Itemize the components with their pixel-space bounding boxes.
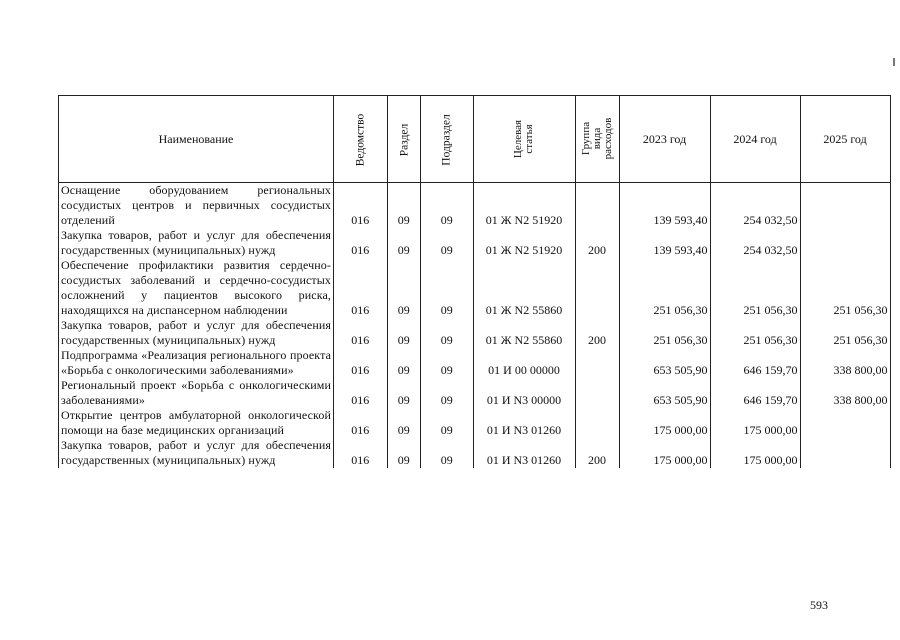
header-2023: 2023 год (619, 96, 710, 183)
row-target-article: 01 И N3 01260 (473, 438, 575, 468)
row-subsection: 09 (421, 228, 473, 258)
row-amount-2023: 653 505,90 (619, 378, 710, 408)
row-amount-2024: 254 032,50 (710, 228, 800, 258)
row-subsection: 09 (421, 438, 473, 468)
row-name: Региональный проект «Борьба с онкологическими заболеваниями» (59, 378, 334, 408)
row-department: 016 (334, 438, 388, 468)
row-section: 09 (387, 258, 421, 318)
row-amount-2024: 646 159,70 (710, 378, 800, 408)
row-expense-group (575, 348, 619, 378)
row-subsection: 09 (421, 348, 473, 378)
header-2024: 2024 год (710, 96, 800, 183)
row-name: Закупка товаров, работ и услуг для обеспечения государственных (муниципальных) нужд (59, 228, 334, 258)
row-department: 016 (334, 408, 388, 438)
row-amount-2023: 251 056,30 (619, 258, 710, 318)
row-section: 09 (387, 438, 421, 468)
row-section: 09 (387, 228, 421, 258)
row-amount-2024: 646 159,70 (710, 348, 800, 378)
row-target-article: 01 Ж N2 51920 (473, 228, 575, 258)
row-department: 016 (334, 183, 388, 229)
header-department: Ведомство (334, 96, 388, 183)
row-amount-2025 (800, 438, 890, 468)
row-amount-2023: 251 056,30 (619, 318, 710, 348)
row-name: Закупка товаров, работ и услуг для обеспечения государственных (муниципальных) нужд (59, 438, 334, 468)
row-section: 09 (387, 348, 421, 378)
table-row (59, 318, 891, 348)
row-subsection: 09 (421, 408, 473, 438)
table-header-row (59, 96, 891, 183)
row-department: 016 (334, 228, 388, 258)
row-amount-2025: 251 056,30 (800, 258, 890, 318)
row-amount-2025: 251 056,30 (800, 318, 890, 348)
row-target-article: 01 И 00 00000 (473, 348, 575, 378)
page-number: 593 (810, 598, 828, 612)
header-2025: 2025 год (800, 96, 890, 183)
row-department: 016 (334, 378, 388, 408)
row-expense-group (575, 258, 619, 318)
row-section: 09 (387, 378, 421, 408)
table-row (59, 378, 891, 408)
row-department: 016 (334, 348, 388, 378)
row-target-article: 01 И N3 00000 (473, 378, 575, 408)
row-expense-group (575, 378, 619, 408)
row-name: Обеспечение профилактики развития сердечно-сосудистых заболеваний и сердечно-сосудистых осложнений у пациентов высокого риска, находящихся на диспансерном наблюдении (59, 258, 334, 318)
row-expense-group: 200 (575, 318, 619, 348)
table-row (59, 183, 891, 229)
table-row (59, 258, 891, 318)
row-target-article: 01 Ж N2 51920 (473, 183, 575, 229)
row-expense-group (575, 408, 619, 438)
row-amount-2024: 254 032,50 (710, 183, 800, 229)
row-amount-2025: 338 800,00 (800, 378, 890, 408)
row-amount-2024: 251 056,30 (710, 258, 800, 318)
row-amount-2025 (800, 408, 890, 438)
header-name: Наименование (59, 96, 334, 183)
row-target-article: 01 И N3 01260 (473, 408, 575, 438)
table-body (59, 183, 891, 469)
row-section: 09 (387, 408, 421, 438)
row-amount-2023: 175 000,00 (619, 438, 710, 468)
row-target-article: 01 Ж N2 55860 (473, 258, 575, 318)
header-target-article: Целевая статья (473, 96, 575, 183)
row-section: 09 (387, 318, 421, 348)
row-amount-2025 (800, 228, 890, 258)
table-row (59, 348, 891, 378)
row-amount-2023: 653 505,90 (619, 348, 710, 378)
table-row (59, 438, 891, 468)
row-expense-group: 200 (575, 438, 619, 468)
row-section: 09 (387, 183, 421, 229)
header-expense-group: Группа вида расходов (575, 96, 619, 183)
row-department: 016 (334, 318, 388, 348)
row-amount-2025 (800, 183, 890, 229)
table-row (59, 228, 891, 258)
row-name: Подпрограмма «Реализация регионального проекта «Борьба с онкологическими заболеваниями» (59, 348, 334, 378)
row-amount-2024: 251 056,30 (710, 318, 800, 348)
row-subsection: 09 (421, 258, 473, 318)
row-name: Открытие центров амбулаторной онкологической помощи на базе медицинских организаций (59, 408, 334, 438)
row-subsection: 09 (421, 183, 473, 229)
row-subsection: 09 (421, 318, 473, 348)
row-expense-group: 200 (575, 228, 619, 258)
table-row (59, 408, 891, 438)
budget-table (58, 95, 891, 468)
row-amount-2024: 175 000,00 (710, 408, 800, 438)
row-name: Оснащение оборудованием региональных сосудистых центров и первичных сосудистых отделений (59, 183, 334, 229)
row-amount-2023: 175 000,00 (619, 408, 710, 438)
row-amount-2024: 175 000,00 (710, 438, 800, 468)
header-section: Раздел (387, 96, 421, 183)
header-subsection: Подраздел (421, 96, 473, 183)
scan-edge-mark (893, 58, 895, 66)
row-name: Закупка товаров, работ и услуг для обеспечения государственных (муниципальных) нужд (59, 318, 334, 348)
row-expense-group (575, 183, 619, 229)
row-target-article: 01 Ж N2 55860 (473, 318, 575, 348)
row-amount-2023: 139 593,40 (619, 228, 710, 258)
row-subsection: 09 (421, 378, 473, 408)
row-amount-2025: 338 800,00 (800, 348, 890, 378)
row-department: 016 (334, 258, 388, 318)
row-amount-2023: 139 593,40 (619, 183, 710, 229)
